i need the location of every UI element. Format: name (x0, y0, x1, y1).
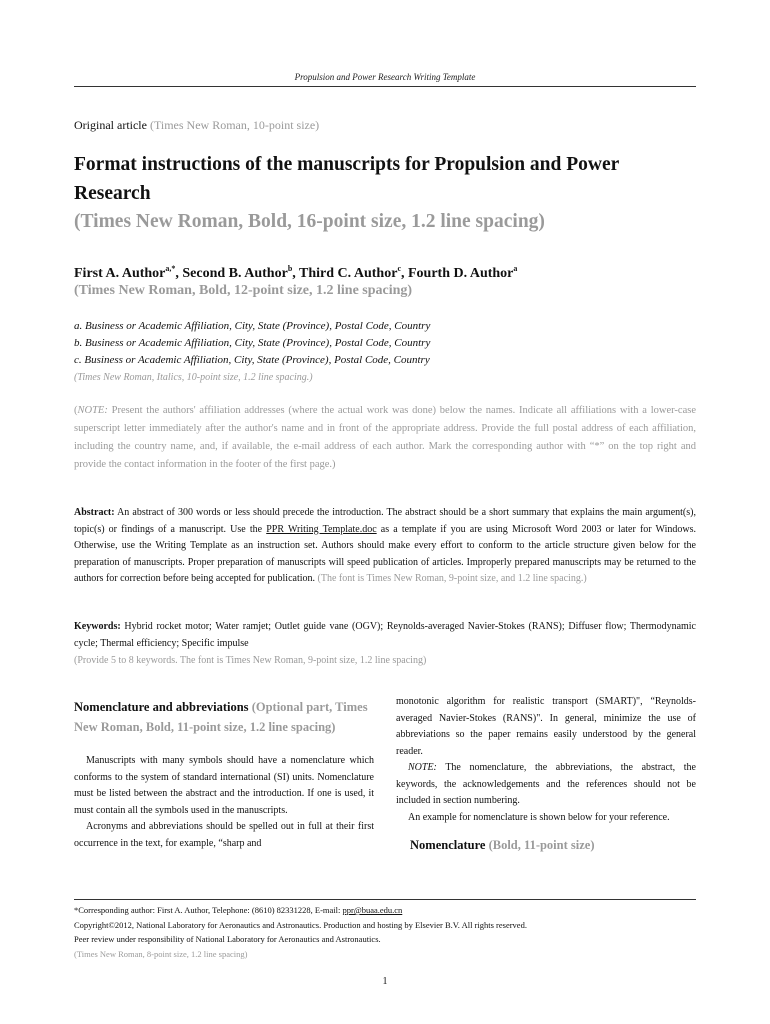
footnote-rule (74, 899, 696, 900)
author-affil-mark: c (397, 264, 401, 273)
note-label: NOTE: (408, 762, 437, 773)
paragraph: Acronyms and abbreviations should be spelled out in full at their first occurrence in the text, for example, “sharp and (74, 821, 374, 849)
copyright-line: Copyright©2012, National Laboratory for Aeronautics and Astronautics. Production and hosting by Elsevier B.V. All rights reserved. (74, 919, 527, 930)
affiliations (74, 318, 430, 386)
keywords-format-note: (Provide 5 to 8 keywords. The font is Times New Roman, 9-point size, 1.2 line spacing) (74, 655, 427, 666)
article-type-label: Original article (74, 118, 147, 132)
author-name: Fourth D. Author (408, 266, 514, 281)
nomenclature-note (396, 760, 696, 810)
section-heading-text: Nomenclature and abbreviations (74, 700, 249, 714)
author-affil-mark: a,* (165, 264, 176, 273)
affiliation-line: a. Business or Academic Affiliation, City, State (Province), Postal Code, Country (74, 320, 431, 332)
corresponding-author-text: *Corresponding author: First A. Author, Telephone: (8610) 82331228, E-mail: (74, 905, 343, 915)
note-label: NOTE: (77, 405, 108, 416)
title-format-note: (Times New Roman, Bold, 16-point size, 1.2 line spacing) (74, 211, 545, 232)
running-head: Propulsion and Power Research Writing Template (294, 72, 476, 82)
author-name: Second B. Author (182, 266, 288, 281)
keywords-text: Hybrid rocket motor; Water ramjet; Outlet guide vane (OGV); Reynolds-averaged Navier-Stokes (RANS); Diffuser flow; Thermodynamic cycle; Thermal efficiency; Specific impulse (74, 621, 696, 649)
abstract-text: An abstract of 300 words or less should precede the introduction. The abstract should be a short summary that explains the main argument(s), topic(s) or findings of a manuscript. Use the (74, 507, 696, 535)
affiliation-line: b. Business or Academic Affiliation, City, State (Province), Postal Code, Country (74, 337, 431, 349)
affiliations-format-note: (Times New Roman, Italics, 10-point size, 1.2 line spacing.) (74, 372, 313, 383)
abstract-text-continued: as a template if you are using Microsoft Word 2003 or later for Windows. Otherwise, use the Writing Template as an instruction set. Authors should make every effort to conform to the article structure given below for the preparation of manuscripts. Proper preparation of manuscripts will speed publication of articles. Improperly prepared manuscripts may be returned to the authors for correction before being accepted for publication. (74, 523, 696, 584)
peer-review-line: Peer review under responsibility of National Laboratory for Aeronautics and Astronautics. (74, 934, 381, 944)
affiliation-line: c. Business or Academic Affiliation, City, State (Province), Postal Code, Country (74, 354, 430, 366)
section-heading (74, 697, 374, 737)
authors-format-note: (Times New Roman, Bold, 12-point size, 1.2 line spacing) (74, 283, 413, 298)
header-rule (74, 86, 696, 87)
affiliation-instructions-text: Present the authors' affiliation addresses (where the actual work was done) below the names. Indicate all affiliations with a lower-case superscript letter immediately after the author's name and in front of the appropriate address. Provide the full postal address of each affiliation, including the country name, and, if available, the e-mail address of each author. Mark the corresponding author with “*” on the top right and provide the contact information in the footer of the first page.) (74, 405, 696, 470)
nomenclature-note-text: The nomenclature, the abbreviations, the abstract, the keywords, the acknowledgements and the references should not be included in section numbering. (396, 762, 696, 806)
footnote-format-note: (Times New Roman, 8-point size, 1.2 line spacing) (74, 948, 248, 959)
article-type-note: (Times New Roman, 10-point size) (149, 118, 320, 132)
author-affil-mark: a (513, 264, 518, 273)
paragraph: Manuscripts with many symbols should have a nomenclature which conforms to the system of standard international (SI) units. Nomenclature must be listed between the abstract and the introduction. If one is used, it must contain all the symbols used in the manuscripts. (74, 755, 374, 816)
article-type (74, 118, 319, 133)
corresponding-author (74, 903, 696, 918)
section-heading-note: (Optional part, Times New Roman, Bold, 11-point size, 1.2 line spacing) (74, 700, 368, 734)
affiliation-instructions: (NOTE: Present the authors' affiliation addresses (where the actual work was done) below the names. Indicate all affiliations with a lower-case superscript letter immediately after the author's name and in front of the appropriate address. Provide the full postal address of each affiliation, including the country name, and, if available, the e-mail address of each author. Mark the corresponding author with “*” on the top right and provide the contact information in the footer of the first page.) (74, 405, 696, 470)
subsection-heading (396, 838, 696, 853)
abstract-format-note: (The font is Times New Roman, 9-point size, and 1.2 line spacing.) (315, 573, 587, 584)
subsection-heading-note: (Bold, 11-point size) (485, 838, 595, 852)
keywords-label: Keywords: (74, 621, 121, 632)
author-list: First A. Author$^{a,*}$, Second B. Author$^b$, Third C. Author$^c$, Fourth D. Author$^a$ (74, 264, 518, 281)
keywords (74, 618, 696, 669)
abstract (74, 505, 696, 588)
email-link[interactable]: ppr@buaa.edu.cn (342, 905, 403, 915)
author-affil-mark: b (287, 264, 293, 273)
page-number: 1 (382, 976, 388, 987)
author-name: First A. Author (74, 266, 166, 281)
right-column (396, 694, 696, 853)
left-column (74, 697, 374, 852)
paragraph: monotonic algorithm for realistic transport (SMART)", “Reynolds-averaged Navier-Stokes (RANS)". In general, minimize the use of abbreviations so the paper remains easily understood by the general reader. (396, 696, 696, 757)
abstract-label: Abstract: (74, 507, 115, 518)
subsection-heading-text: Nomenclature (410, 838, 486, 852)
paragraph: An example for nomenclature is shown below for your reference. (408, 811, 670, 823)
footnote (74, 903, 696, 961)
author-name: Third C. Author (299, 266, 398, 281)
paper-title: Format instructions of the manuscripts for Propulsion and Power Research (74, 154, 619, 204)
template-link[interactable]: PPR Writing Template.doc (266, 523, 377, 535)
